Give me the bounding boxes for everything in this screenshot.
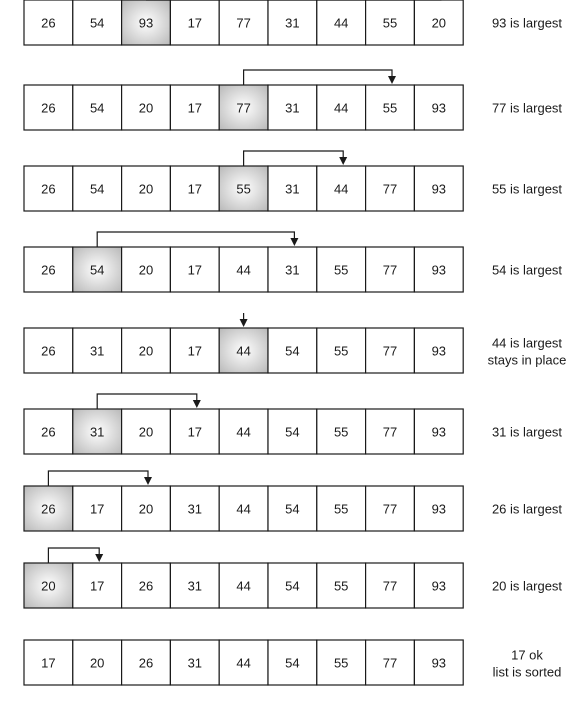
cell-value: 44	[236, 578, 251, 594]
cell-value: 93	[431, 578, 447, 594]
cell-value: 31	[285, 15, 300, 31]
row-caption: 44 is largest	[491, 335, 563, 351]
cell-value: 54	[89, 181, 105, 197]
cell-value: 31	[89, 424, 105, 440]
cell-value: 93	[431, 181, 447, 197]
cell-value: 20	[431, 15, 447, 31]
cell-value: 54	[285, 501, 300, 517]
sort-row	[24, 471, 562, 531]
cell-value: 93	[431, 262, 447, 278]
cell-value: 17	[187, 100, 203, 116]
cell-value: 20	[138, 262, 154, 278]
cell-value: 55	[382, 15, 398, 31]
cell-value: 55	[333, 343, 349, 359]
cell-value: 93	[431, 501, 447, 517]
row-caption: list is sorted	[492, 664, 562, 680]
cell-value: 17	[89, 578, 105, 594]
cell-value: 26	[41, 501, 56, 517]
cell-value: 26	[41, 343, 56, 359]
cell-value: 44	[236, 343, 251, 359]
sort-row	[24, 313, 566, 373]
row-caption: 93 is largest	[491, 15, 563, 31]
row-caption: stays in place	[487, 352, 567, 368]
cell-value: 44	[236, 262, 251, 278]
sort-row	[24, 0, 562, 45]
cell-value: 54	[285, 343, 300, 359]
cell-value: 31	[187, 578, 203, 594]
arrow-head	[144, 477, 152, 485]
cell-value: 26	[41, 181, 56, 197]
cell-value: 26	[41, 424, 56, 440]
sort-row	[24, 232, 562, 292]
cell-value: 17	[41, 655, 56, 671]
cell-value: 20	[41, 578, 56, 594]
cell-value: 54	[89, 15, 105, 31]
cell-value: 26	[41, 15, 56, 31]
cell-value: 77	[382, 655, 398, 671]
cell-value: 93	[138, 15, 154, 31]
arrow-head	[240, 319, 248, 327]
cell-value: 54	[89, 100, 105, 116]
arrow-head	[193, 400, 201, 408]
cell-value: 17	[187, 181, 203, 197]
cell-value: 17	[187, 15, 203, 31]
cell-value: 44	[333, 100, 349, 116]
sort-row	[24, 151, 562, 211]
cell-value: 31	[285, 100, 300, 116]
sort-row	[24, 640, 561, 685]
row-caption: 31 is largest	[491, 424, 563, 440]
cell-value: 17	[187, 424, 203, 440]
cell-value: 93	[431, 424, 447, 440]
arrow-head	[290, 238, 298, 246]
row-caption: 55 is largest	[491, 181, 563, 197]
cell-value: 93	[431, 655, 447, 671]
cell-value: 20	[138, 501, 154, 517]
cell-value: 20	[138, 424, 154, 440]
swap-arrow	[244, 70, 392, 85]
swap-arrow	[48, 471, 148, 486]
cell-value: 54	[285, 655, 300, 671]
sort-row	[24, 394, 562, 454]
cell-value: 26	[138, 655, 154, 671]
sort-rows	[24, 0, 566, 685]
cell-value: 44	[236, 501, 251, 517]
cell-value: 77	[382, 262, 398, 278]
cell-value: 17	[187, 262, 203, 278]
cell-value: 77	[382, 343, 398, 359]
cell-value: 17	[89, 501, 105, 517]
row-caption: 77 is largest	[491, 100, 563, 116]
cell-value: 17	[187, 343, 203, 359]
cell-value: 77	[236, 15, 251, 31]
row-caption: 17 ok	[511, 647, 543, 663]
sort-row	[24, 548, 562, 608]
row-caption: 20 is largest	[491, 578, 563, 594]
cell-value: 77	[382, 424, 398, 440]
cell-value: 54	[89, 262, 105, 278]
arrow-head	[95, 554, 103, 562]
cell-value: 31	[187, 501, 203, 517]
cell-value: 20	[138, 181, 154, 197]
cell-value: 55	[382, 100, 398, 116]
row-caption: 26 is largest	[491, 501, 563, 517]
cell-value: 20	[138, 343, 154, 359]
cell-value: 44	[236, 655, 251, 671]
cell-value: 55	[333, 262, 349, 278]
cell-value: 55	[333, 501, 349, 517]
cell-value: 55	[333, 655, 349, 671]
cell-value: 31	[285, 262, 300, 278]
cell-value: 77	[382, 578, 398, 594]
cell-value: 93	[431, 343, 447, 359]
swap-arrow	[244, 151, 344, 166]
cell-value: 93	[431, 100, 447, 116]
cell-value: 77	[236, 100, 251, 116]
cell-value: 20	[138, 100, 154, 116]
swap-arrow	[97, 394, 197, 409]
arrow-head	[388, 76, 396, 84]
cell-value: 31	[187, 655, 203, 671]
cell-value: 55	[333, 424, 349, 440]
swap-arrow	[97, 232, 294, 247]
cell-value: 26	[41, 100, 56, 116]
cell-value: 55	[236, 181, 251, 197]
cell-value: 54	[285, 578, 300, 594]
swap-arrow	[48, 548, 99, 563]
cell-value: 44	[236, 424, 251, 440]
cell-value: 44	[333, 181, 349, 197]
cell-value: 26	[138, 578, 154, 594]
sort-row	[24, 70, 562, 130]
cell-value: 77	[382, 181, 398, 197]
cell-value: 20	[89, 655, 105, 671]
cell-value: 54	[285, 424, 300, 440]
cell-value: 31	[89, 343, 105, 359]
cell-value: 44	[333, 15, 349, 31]
cell-value: 55	[333, 578, 349, 594]
cell-value: 31	[285, 181, 300, 197]
arrow-head	[339, 157, 347, 165]
cell-value: 26	[41, 262, 56, 278]
row-caption: 54 is largest	[491, 262, 563, 278]
cell-value: 77	[382, 501, 398, 517]
